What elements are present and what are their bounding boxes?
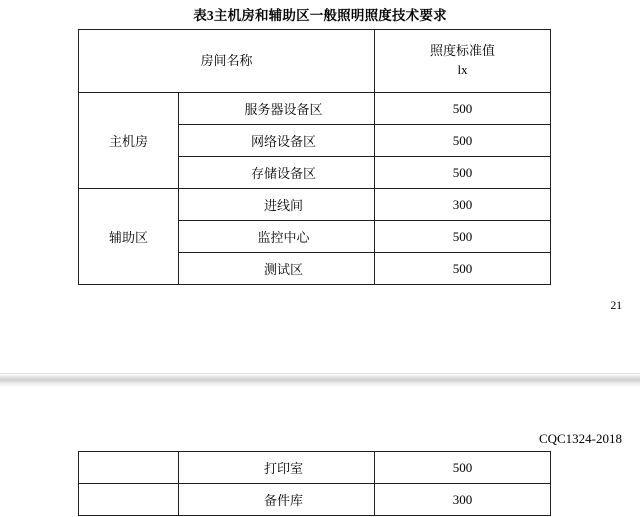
table-row bbox=[79, 484, 551, 516]
room-name-cell: 服务器设备区 bbox=[179, 93, 375, 125]
room-name-cell: 打印室 bbox=[179, 452, 375, 484]
header-illuminance-standard bbox=[375, 30, 551, 93]
illuminance-value-cell: 500 bbox=[375, 93, 551, 125]
room-name-cell: 监控中心 bbox=[179, 221, 375, 253]
illuminance-value-cell: 500 bbox=[375, 157, 551, 189]
table-row bbox=[79, 189, 551, 221]
illuminance-requirements-table bbox=[78, 29, 551, 285]
table-header-row bbox=[79, 30, 551, 93]
illuminance-value-cell: 500 bbox=[375, 253, 551, 285]
room-name-cell: 测试区 bbox=[179, 253, 375, 285]
document-page-2 bbox=[0, 387, 640, 517]
page-number: 21 bbox=[610, 300, 622, 312]
illuminance-value-cell: 300 bbox=[375, 484, 551, 516]
group-label-main-room: 主机房 bbox=[79, 93, 179, 189]
group-label-cell bbox=[79, 484, 179, 516]
room-name-cell: 进线间 bbox=[179, 189, 375, 221]
header-illuminance-unit: lx bbox=[457, 62, 468, 77]
illuminance-requirements-table-continued bbox=[78, 451, 551, 516]
document-code: CQC1324-2018 bbox=[538, 431, 622, 446]
room-name-cell: 备件库 bbox=[179, 484, 375, 516]
illuminance-value-cell: 500 bbox=[375, 221, 551, 253]
table-row bbox=[79, 93, 551, 125]
room-name-cell: 存储设备区 bbox=[179, 157, 375, 189]
header-illuminance-label: 照度标准值 bbox=[430, 43, 496, 59]
header-room-name: 房间名称 bbox=[79, 30, 375, 93]
room-name-cell: 网络设备区 bbox=[179, 125, 375, 157]
group-label-support-area: 辅助区 bbox=[79, 189, 179, 285]
illuminance-value-cell: 300 bbox=[375, 189, 551, 221]
illuminance-value-cell: 500 bbox=[375, 125, 551, 157]
illuminance-value-cell: 500 bbox=[375, 452, 551, 484]
table-row bbox=[79, 452, 551, 484]
group-label-cell bbox=[79, 452, 179, 484]
table-caption: 表3主机房和辅助区一般照明照度技术要求 bbox=[193, 8, 447, 23]
